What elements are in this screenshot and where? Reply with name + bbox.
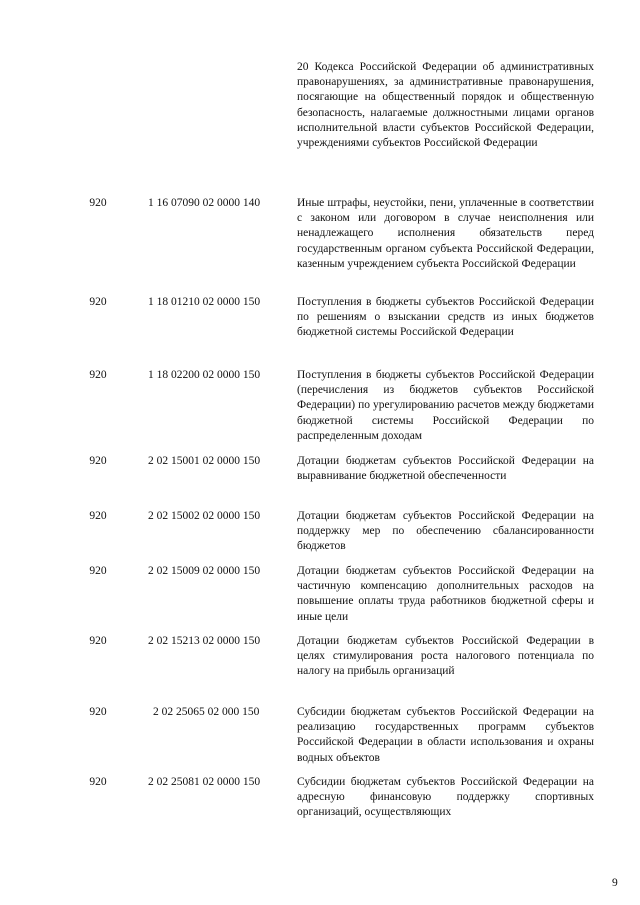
administrator-code: 920 — [89, 635, 107, 647]
administrator-code: 920 — [89, 706, 107, 718]
administrator-code: 920 — [89, 510, 107, 522]
budget-classification-code: 2 02 25065 02 000 150 — [153, 706, 260, 718]
administrator-code: 920 — [89, 197, 107, 209]
administrator-code: 920 — [89, 296, 107, 308]
continuation-description: 20 Кодекса Российской Федерации об административных правонарушениях, за административные правонарушения, посягающие на общественный порядок и общественную безопасность, налагаемые должностными лицами органов исполнительной власти субъектов Российской Федерации, учреждениями субъектов Российской Федерации — [297, 61, 594, 150]
budget-classification-code: 1 16 07090 02 0000 140 — [148, 197, 261, 209]
administrator-code: 920 — [89, 565, 107, 577]
revenue-description: Дотации бюджетам субъектов Российской Федерации на поддержку мер по обеспечению сбалансированности бюджетов — [297, 510, 594, 553]
administrator-code: 920 — [89, 369, 107, 381]
revenue-description: Субсидии бюджетам субъектов Российской Федерации на реализацию государственных программ субъектов Российской Федерации в области использования и охраны водных объектов — [297, 706, 594, 764]
budget-classification-code: 1 18 01210 02 0000 150 — [148, 296, 261, 308]
budget-classification-code: 2 02 15213 02 0000 150 — [148, 635, 261, 647]
budget-classification-code: 2 02 15009 02 0000 150 — [148, 565, 261, 577]
administrator-code: 920 — [89, 776, 107, 788]
budget-classification-code: 2 02 25081 02 0000 150 — [148, 776, 261, 788]
revenue-description: Дотации бюджетам субъектов Российской Федерации на частичную компенсацию дополнительных расходов на повышение оплаты труда работников бюджетной сферы и иные цели — [297, 565, 594, 623]
page-number: 9 — [612, 877, 618, 889]
revenue-description: Дотации бюджетам субъектов Российской Федерации на выравнивание бюджетной обеспеченности — [297, 455, 594, 483]
revenue-description: Иные штрафы, неустойки, пени, уплаченные в соответствии с законом или договором в случае неисполнения или ненадлежащего исполнения обязательств перед государственным органом субъекта Российской Федерации, казенным учреждением субъекта Российской Федерации — [297, 197, 594, 270]
budget-classification-code: 2 02 15002 02 0000 150 — [148, 510, 261, 522]
revenue-description: Поступления в бюджеты субъектов Российской Федерации по решениям о взыскании средств из иных бюджетов бюджетной системы Российской Федерации — [297, 296, 594, 339]
revenue-description: Субсидии бюджетам субъектов Российской Федерации на адресную финансовую поддержку спортивных организаций, осуществляющих — [297, 776, 594, 819]
revenue-description: Поступления в бюджеты субъектов Российской Федерации (перечисления из бюджетов субъектов Российской Федерации) по урегулированию расчетов между бюджетами бюджетной системы Российской Федерации по распределенным доходам — [297, 369, 594, 442]
budget-classification-code: 1 18 02200 02 0000 150 — [148, 369, 261, 381]
budget-classification-code: 2 02 15001 02 0000 150 — [148, 455, 261, 467]
administrator-code: 920 — [89, 455, 107, 467]
revenue-description: Дотации бюджетам субъектов Российской Федерации в целях стимулирования роста налогового потенциала по налогу на прибыль организаций — [297, 635, 594, 678]
